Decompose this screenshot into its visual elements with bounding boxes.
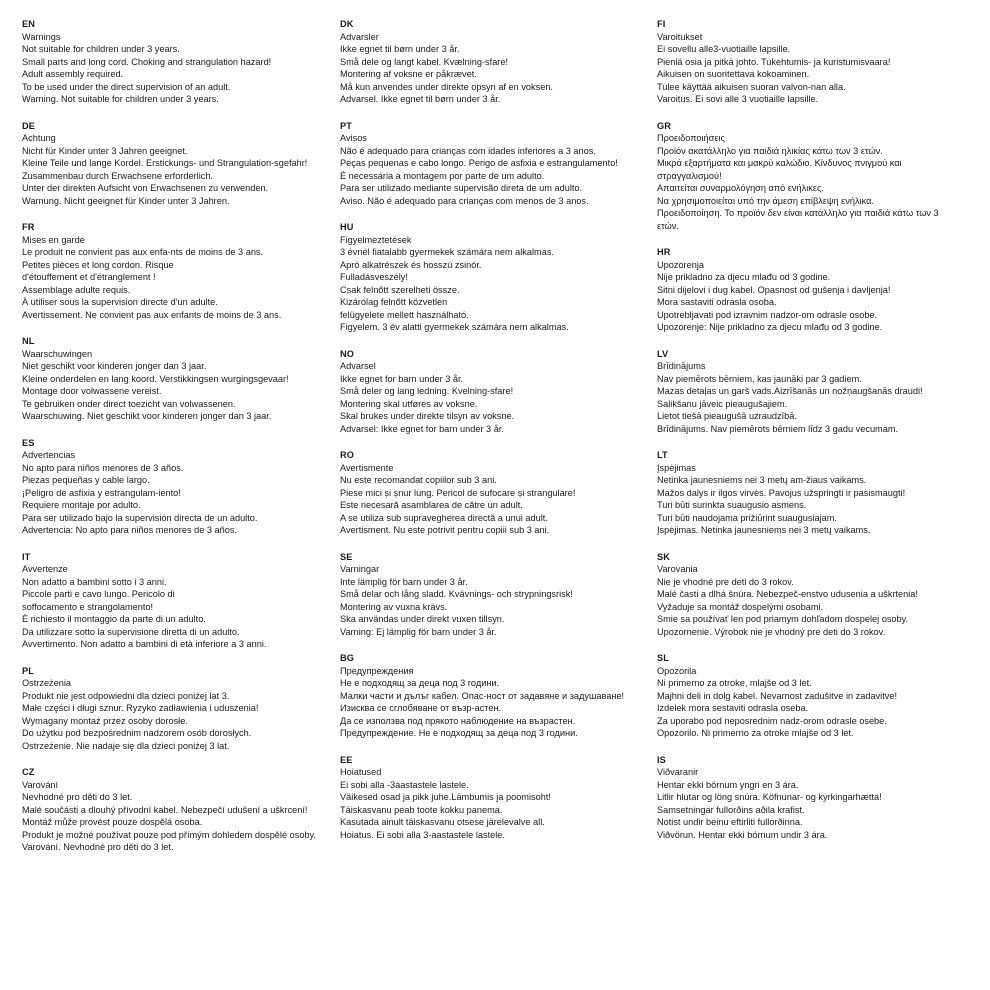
- language-block-cz: [22, 766, 340, 854]
- warning-line: Små dele og langt kabel. Kvælning-sfare!: [340, 56, 509, 67]
- warning-line: Não é adequado para crianças com idades inferiores a 3 anos.: [340, 145, 596, 156]
- warning-line: Warning. Not suitable for children under 3 years.: [22, 94, 219, 104]
- language-code: IS: [657, 754, 666, 765]
- warning-heading: Opozorila: [657, 665, 697, 676]
- warning-line: Ni primerno za otroke, mlajše od 3 let.: [657, 678, 812, 688]
- language-code: NO: [340, 348, 354, 359]
- warning-line: Ikke egnet til børn under 3 år.: [340, 44, 460, 54]
- warning-line: Vyžaduje sa montáž dospelými osobami.: [657, 601, 824, 612]
- warning-line: Para ser utilizado bajo la supervisión directa de un adulto.: [22, 512, 258, 523]
- warning-line: Niet geschikt voor kinderen jonger dan 3 jaar.: [22, 361, 207, 371]
- language-code: NL: [22, 336, 35, 346]
- warning-line: Malé časti a dlhá šnúra. Nebezpeč-enstvo udusenia a uškrtenia!: [657, 589, 918, 599]
- warning-line: στραγγαλισμού!: [657, 170, 722, 181]
- warning-line: Upozornenie. Výrobok nie je vhodný pre deti do 3 rokov.: [657, 626, 886, 637]
- warning-line: Pieniä osia ja pitkä johto. Tukehtumis- ja kuristumisvaara!: [657, 56, 891, 67]
- language-block-de: [22, 120, 340, 208]
- language-code: PT: [340, 120, 352, 131]
- warning-line: Advarsel. Ikke egnet til børn under 3 år.: [340, 94, 501, 104]
- warning-heading: Varovania: [657, 564, 698, 574]
- warning-line: Assemblage adulte requis.: [22, 284, 131, 295]
- language-block-fi: [657, 18, 975, 106]
- warning-line: Nu este recomandat copiilor sub 3 ani.: [340, 475, 497, 485]
- column-middle: [340, 18, 652, 855]
- warning-line: Zusammenbau durch Erwachsene erforderlich.: [22, 170, 213, 181]
- language-block-en: [22, 18, 340, 106]
- warning-line: Įspėjimas. Netinka jaunesniems nei 3 metų vaikams.: [657, 525, 871, 535]
- warning-line: Izdelek mora sestaviti odrasla oseba.: [657, 703, 809, 713]
- warning-columns: [0, 18, 990, 978]
- warning-line: Ostrzeżenie. Nie nadaje się dla dzieci poniżej 3 lat.: [22, 740, 230, 751]
- warning-line: Advertencia: No apto para niños menores de 3 años.: [22, 525, 238, 535]
- warning-line: Tulee käyttää aikuisen suoran valvon-nan alla.: [657, 81, 846, 92]
- language-block-is: [657, 754, 975, 842]
- warning-line: Viðvörun. Hentar ekki börnum undir 3 ára.: [657, 829, 828, 840]
- warning-line: Brīdinājums. Nav piemērots bērniem līdz 3 gadu vecumam.: [657, 423, 899, 434]
- warning-line: Må kun anvendes under direkte opsyn af en voksen.: [340, 81, 553, 92]
- warning-line: Opozorilo. Ni primerno za otroke mlajše od 3 let.: [657, 728, 854, 738]
- language-code: CZ: [22, 767, 35, 777]
- warning-line: Täiskasvanu peab toote kokku panema.: [340, 804, 503, 815]
- language-code: DK: [340, 19, 354, 29]
- language-block-lt: [657, 449, 975, 537]
- warning-line: Majhni deli in dolg kabel. Nevarnost zadušitve in zadavitve!: [657, 690, 898, 701]
- warning-line: Kasutada ainult täiskasvanu otsese järelevalve all.: [340, 817, 545, 827]
- warning-line: Produkt nie jest odpowiedni dla dzieci poniżej lat 3.: [22, 690, 230, 701]
- warning-line: Za uporabo pod neposrednim nadz-orom odrasle osebe.: [657, 715, 887, 726]
- warning-line: Aviso. Não é adequado para crianças com menos de 3 anos.: [340, 195, 589, 206]
- warning-line: Salikšanu jāveic pieaugušajiem.: [657, 398, 788, 409]
- warning-heading: Varování: [22, 779, 59, 790]
- language-block-ro: [340, 449, 652, 537]
- warning-line: Non adatto a bambini sotto i 3 anni.: [22, 576, 167, 587]
- warning-line: Adult assembly required.: [22, 69, 124, 79]
- warning-heading: Avvertenze: [22, 564, 68, 574]
- warning-line: Turi būti naudojama prižiūrint suaugusiajam.: [657, 512, 837, 523]
- warning-line: Smie sa používať len pod priamym dohľadom dospelej osoby.: [657, 614, 909, 624]
- warning-heading: Upozorenja: [657, 259, 704, 270]
- warning-line: Produkt je možné používat pouze pod přímým dohledem dospělé osoby.: [22, 829, 316, 840]
- warning-heading: Achtung: [22, 133, 56, 143]
- warning-line: Peças pequenas e cabo longo. Perigo de asfixia e estrangulamento!: [340, 158, 618, 168]
- warning-heading: Avisos: [340, 133, 367, 143]
- language-code: EE: [340, 754, 353, 765]
- warning-line: Para ser utilizado mediante supervisão direta de um adulto.: [340, 183, 583, 193]
- warning-line: Fulladásveszély!: [340, 272, 408, 282]
- warning-line: Ikke egnet for barn under 3 år.: [340, 373, 464, 384]
- language-code: IT: [22, 551, 31, 562]
- language-code: EN: [22, 19, 35, 29]
- warning-heading: Ostrzeżenia: [22, 678, 72, 688]
- warning-heading: Viðvaranir: [657, 767, 699, 777]
- warning-line: Apró alkatrészek és hosszú zsinór.: [340, 259, 482, 270]
- language-block-gr: [657, 120, 975, 233]
- warning-heading: Προειδοποιήσεις: [657, 133, 725, 143]
- language-code: SK: [657, 551, 670, 562]
- warning-line: Varning: Ej lämplig för barn under 3 år.: [340, 626, 497, 637]
- warning-line: Nije prikladno za djecu mlađu od 3 godine.: [657, 272, 831, 282]
- warning-line: Avertisment. Nu este potrivit pentru copiii sub 3 ani.: [340, 525, 550, 535]
- warning-heading: Figyelmeztetések: [340, 234, 412, 245]
- language-block-dk: [340, 18, 652, 106]
- warning-line: Advarsel: Ikke egnet for barn under 3 år.: [340, 423, 504, 434]
- language-block-ee: [340, 754, 652, 842]
- warning-line: soffocamento e strangolamento!: [22, 601, 154, 612]
- warning-line: È richiesto il montaggio da parte di un adulto.: [22, 614, 206, 624]
- warning-line: Not suitable for children under 3 years.: [22, 44, 180, 54]
- warning-line: Предупреждение. Не е подходящ за деца под 3 години.: [340, 728, 578, 738]
- warning-line: Kleine onderdelen en lang koord. Verstikkingsen wurgingsgevaar!: [22, 373, 289, 384]
- language-block-bg: [340, 652, 652, 740]
- warning-heading: Mises en garde: [22, 234, 85, 245]
- warning-line: Kleine Teile und lange Kordel. Erstickungs- und Strangulation-sgefahr!: [22, 158, 308, 168]
- language-block-lv: [657, 348, 975, 436]
- language-code: HR: [657, 247, 671, 257]
- language-code: BG: [340, 653, 354, 663]
- warning-line: Małe części i długi sznur. Ryzyko zadławienia i uduszenia!: [22, 703, 259, 713]
- warning-line: Piese mici și șnur lung. Pericol de sufocare și strangulare!: [340, 487, 576, 498]
- warning-heading: Warnings: [22, 31, 61, 42]
- warning-line: Sitni dijelovi i dug kabel. Opasnost od gušenja i davljenja!: [657, 284, 891, 295]
- language-code: GR: [657, 120, 671, 131]
- language-code: LV: [657, 348, 669, 359]
- language-block-sl: [657, 652, 975, 740]
- language-block-pl: [22, 665, 340, 753]
- warning-line: Litlir hlutar og löng snúra. Köfnunar- og kyrkingarhætta!: [657, 792, 882, 802]
- warning-line: Varování. Nevhodné pro děti do 3 let.: [22, 842, 174, 852]
- warning-heading: Hoiatused: [340, 767, 382, 777]
- warning-line: Montering af voksne er påkrævet.: [340, 69, 477, 79]
- warning-line: Ei sovellu alle3-vuotiaille lapsille.: [657, 44, 791, 54]
- warning-line: Montering av vuxna krävs.: [340, 601, 448, 612]
- warning-line: Montering skal utføres av voksne.: [340, 398, 478, 409]
- warning-line: Προϊόν ακατάλληλο για παιδιά ηλικίας κάτω των 3 ετών.: [657, 145, 883, 156]
- language-code: FR: [22, 222, 35, 232]
- warning-line: Nie je vhodné pre deti do 3 rokov.: [657, 576, 794, 587]
- warning-line: Mažos dalys ir ilgos virvės. Pavojus užspringti ir pasismaugti!: [657, 487, 906, 498]
- language-code: ES: [22, 437, 35, 448]
- warning-line: Te gebruiken onder direct toezicht van volwassenen.: [22, 398, 236, 409]
- warning-line: Avertissement. Ne convient pas aux enfants de moins de 3 ans.: [22, 309, 282, 320]
- language-block-hu: [340, 221, 652, 334]
- language-block-sk: [657, 551, 975, 639]
- warning-line: Samsetningar fullorðins aðila krafist.: [657, 804, 805, 815]
- warning-line: Nevhodné pro děti do 3 let.: [22, 792, 133, 802]
- warning-heading: Advarsel: [340, 361, 376, 371]
- warning-line: Malé součásti a dlouhý přívodní kabel. Nebezpečí udušení a uškrcení!: [22, 804, 308, 815]
- language-block-no: [340, 348, 652, 436]
- warning-line: Inte lämplig för barn under 3 år.: [340, 576, 468, 587]
- warning-line: Upozorenje: Nije prikladno za djecu mlađu od 3 godine.: [657, 322, 883, 332]
- warning-line: Montage door volwassene vereist.: [22, 386, 162, 396]
- warning-line: Nicht für Kinder unter 3 Jahren geeignet.: [22, 145, 188, 156]
- warning-line: Aikuisen on suoritettava kokoaminen.: [657, 69, 810, 79]
- warning-heading: Advarsler: [340, 31, 379, 42]
- warning-line: Unter der direkten Aufsicht von Erwachsenen zu verwenden.: [22, 183, 269, 193]
- warning-line: felügyelete mellett használható.: [340, 309, 469, 320]
- warning-line: ετών.: [657, 220, 679, 231]
- warning-line: Da utilizzare sotto la supervisione diretta di un adulto.: [22, 626, 240, 637]
- warning-line: Kizárólag felnőtt közvetlen: [340, 297, 448, 307]
- warning-line: Hentar ekki börnum yngri en 3 ára.: [657, 779, 799, 790]
- warning-line: Hoiatus. Ei sobi alla 3-aastastele lastele.: [340, 829, 505, 840]
- warning-line: Petites pièces et long cordon. Risque: [22, 259, 174, 270]
- warning-line: Avvertimento. Non adatto a bambini di età inferiore a 3 anni.: [22, 639, 267, 649]
- warning-line: Wymagany montaż przez osoby dorosłe.: [22, 715, 188, 726]
- warning-line: Skal brukes under direkte tilsyn av voksne.: [340, 411, 515, 421]
- warning-line: Turi būti surinkta suaugusio asmens.: [657, 500, 807, 510]
- warning-line: 3 évnél fiatalabb gyermekek számára nem alkalmas.: [340, 247, 554, 257]
- warning-line: Да се използва под прякото наблюдение на възрастен.: [340, 715, 576, 726]
- warning-line: É necessária a montagem por parte de um adulto.: [340, 170, 545, 181]
- warning-line: Montáž může provést pouze dospělá osoba.: [22, 817, 203, 827]
- language-block-pt: [340, 120, 652, 208]
- language-block-it: [22, 551, 340, 651]
- language-code: SE: [340, 551, 353, 562]
- warning-line: Piccole parti e cavo lungo. Pericolo di: [22, 589, 175, 599]
- warning-line: Små deler og lang ledning. Kvelning-sfare!: [340, 386, 514, 396]
- language-block-nl: [22, 335, 340, 423]
- language-code: RO: [340, 450, 354, 460]
- warning-heading: Avertismente: [340, 462, 394, 473]
- warning-line: Warnung. Nicht geeignet für Kinder unter 3 Jahren.: [22, 195, 230, 206]
- warning-line: Små delar och lång sladd. Kvävnings- och strypningsrisk!: [340, 589, 573, 599]
- warning-line: Le produit ne convient pas aux enfa-nts de moins de 3 ans.: [22, 247, 264, 257]
- warning-line: Requiere montaje por adulto.: [22, 500, 141, 510]
- warning-line: Απαιτείται συναρμολόγηση από ενήλικες.: [657, 183, 824, 193]
- warning-line: Προειδοποίηση. Το προϊόν δεν είναι κατάλληλο για παιδιά κάτω των 3: [657, 208, 939, 218]
- column-left: [22, 18, 340, 868]
- column-right: [657, 18, 975, 855]
- language-code: DE: [22, 120, 35, 131]
- language-code: HU: [340, 222, 354, 232]
- warning-line: Small parts and long cord. Choking and strangulation hazard!: [22, 56, 272, 67]
- warning-heading: Įspėjimas: [657, 462, 696, 473]
- warning-heading: Advertencias: [22, 450, 76, 460]
- warning-heading: Brīdinājums: [657, 361, 706, 371]
- warning-line: Изисква се сглобяване от възр-астен.: [340, 703, 502, 713]
- language-block-hr: [657, 246, 975, 334]
- warning-line: A se utiliza sub supravegherea directă a unui adult.: [340, 512, 548, 523]
- warning-line: Малки части и дълъг кабел. Опас-ност от задавяне и задушаване!: [340, 690, 625, 701]
- warning-line: Не е подходящ за деца под 3 години.: [340, 678, 500, 688]
- warning-line: Upotrebljavati pod izravnim nadzor-om odrasle osobe.: [657, 309, 878, 320]
- warning-line: Να χρησιμοποιείται υπό την άμεση επίβλεψη ενήλικα.: [657, 195, 874, 206]
- warning-line: À utiliser sous la supervision directe d'un adulte.: [22, 297, 218, 307]
- warning-line: Waarschuwing. Niet geschikt voor kinderen jonger dan 3 jaar.: [22, 411, 272, 421]
- warning-heading: Предупреждения: [340, 665, 414, 676]
- warning-line: Ei sobi alla -3aastastele lastele.: [340, 779, 469, 790]
- warning-line: Do użytku pod bezpośrednim nadzorem osób dorosłych.: [22, 728, 252, 738]
- language-code: PL: [22, 665, 34, 676]
- language-code: SL: [657, 653, 669, 663]
- warning-line: Piezas pequeñas y cable largo.: [22, 475, 150, 485]
- warning-line: Nav piemērots bērniem, kas jaunāki par 3 gadiem.: [657, 373, 862, 384]
- warning-line: Ska användas under direkt vuxen tillsyn.: [340, 614, 505, 624]
- warning-line: Netinka jaunesniems nei 3 metų am-žiaus vaikams.: [657, 475, 867, 485]
- language-code: LT: [657, 450, 668, 460]
- warning-line: Csak felnőtt szerelheti össze.: [340, 284, 460, 295]
- warning-line: ¡Peligro de asfixia y estrangulam-iento!: [22, 487, 181, 498]
- warning-line: Mazas detaļas un garš vads.Aizrīšanās un nožņaugšanās draudi!: [657, 386, 923, 396]
- warning-line: Lietot tiešā pieaugušā uzraudzībā.: [657, 411, 797, 421]
- warning-line: Varoitus. Ei sovi alle 3 vuotiaille lapsille.: [657, 94, 819, 104]
- warning-line: d'étouffement et d'étranglement !: [22, 272, 156, 282]
- warning-line: Notist undir beinu eftirliti fullorðinna.: [657, 817, 803, 827]
- warning-heading: Varningar: [340, 564, 380, 574]
- warning-line: Este necesară asamblarea de către un adult.: [340, 500, 523, 510]
- warning-line: Väikesed osad ja pikk juhe.Lämbumis ja poomisoht!: [340, 792, 551, 802]
- warning-line: No apto para niños menores de 3 años.: [22, 462, 184, 473]
- warning-line: Mora sastaviti odrasla osoba.: [657, 297, 777, 307]
- language-block-se: [340, 551, 652, 639]
- warning-line: Μικρά εξαρτήματα και μακρύ καλώδιο. Κίνδυνος πνιγμού και: [657, 158, 902, 168]
- warning-line: To be used under the direct supervision of an adult.: [22, 81, 231, 92]
- warning-line: Figyelem. 3 év alatti gyermekek számára nem alkalmas.: [340, 322, 569, 332]
- language-code: FI: [657, 19, 666, 29]
- language-block-es: [22, 437, 340, 537]
- warning-heading: Waarschuwingen: [22, 348, 93, 359]
- warning-heading: Varoitukset: [657, 31, 703, 42]
- language-block-fr: [22, 221, 340, 321]
